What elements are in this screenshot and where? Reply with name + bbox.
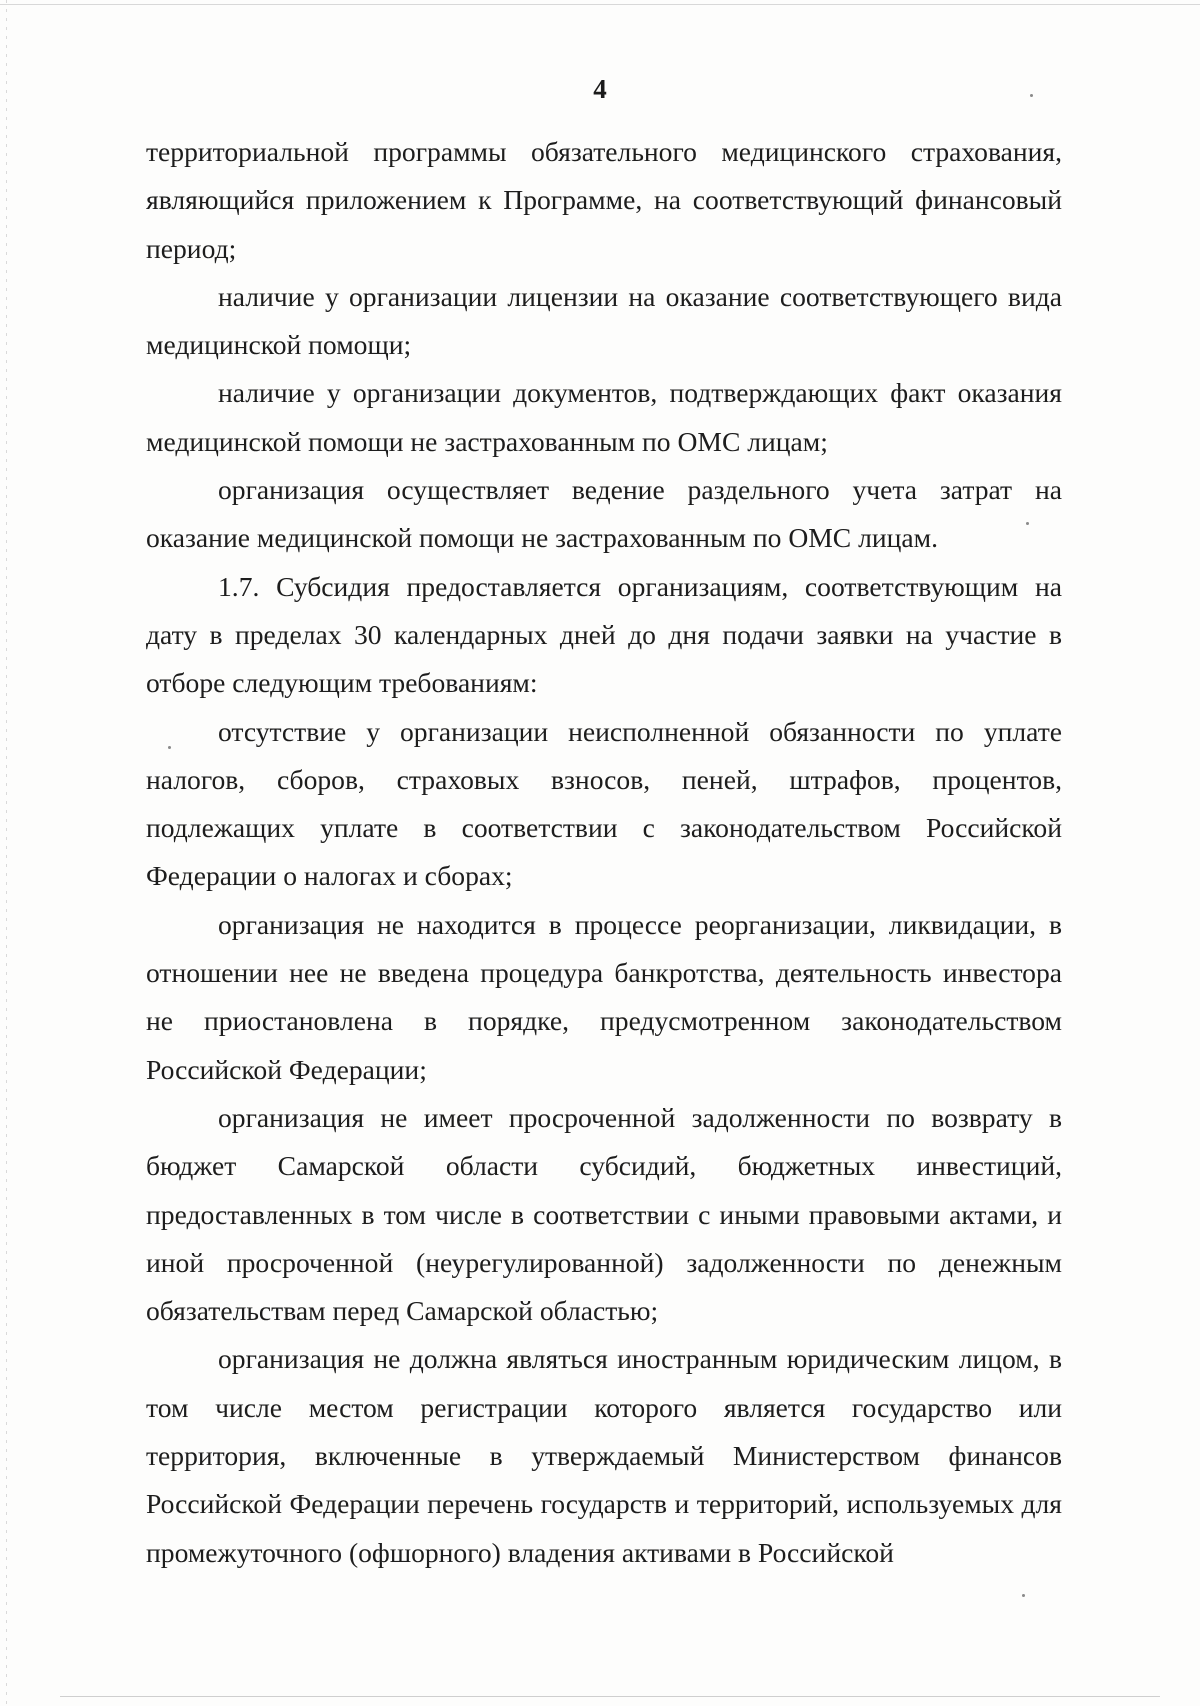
document-body xyxy=(146,128,1062,1577)
scan-edge-bottom xyxy=(60,1696,1160,1697)
scan-speck xyxy=(168,746,171,749)
scan-speck xyxy=(1030,94,1033,97)
page-number: 4 xyxy=(593,74,607,104)
paragraph-6: отсутствие у организации неисполненной обязанности по уплате налогов, сборов, страховых взносов, пеней, штрафов, процентов, подлежащих уплате в соответствии с законодательством Российской Федерации о налогах и сборах; xyxy=(146,715,1062,892)
paragraph-5: 1.7. Субсидия предоставляется организациям, соответствующим на дату в пределах 30 календарных дней до дня подачи заявки на участие в отборе следующим требованиям: xyxy=(146,570,1062,699)
paragraph-9: организация не должна являться иностранным юридическим лицом, в том числе местом регистрации которого является государство или территория, включенные в утверждаемый Министерством финансов Российской Федерации перечень государств и территорий, используемых для промежуточного (офшорного) владения активами в Российской xyxy=(146,1343,1062,1568)
paragraph-1: территориальной программы обязательного медицинского страхования, являющийся приложением к Программе, на соответствующий финансовый период; xyxy=(146,136,1062,264)
paragraph-8: организация не имеет просроченной задолженности по возврату в бюджет Самарской области субсидий, бюджетных инвестиций, предоставленных в том числе в соответствии с иными правовыми актами, и иной просроченной (неурегулированной) задолженности по денежным обязательствам перед Самарской областью; xyxy=(146,1101,1062,1327)
scan-edge-left xyxy=(6,0,7,1706)
paragraph-2: наличие у организации лицензии на оказание соответствующего вида медицинской помощи; xyxy=(146,280,1062,361)
scan-edge-top xyxy=(0,4,1200,5)
scan-speck xyxy=(1026,522,1029,525)
paragraph-7: организация не находится в процессе реорганизации, ликвидации, в отношении нее не введена процедура банкротства, деятельность инвестора не приостановлена в порядке, предусмотренном законодательством Российской Федерации; xyxy=(146,908,1062,1085)
scan-speck xyxy=(1022,1594,1025,1597)
paragraph-3: наличие у организации документов, подтверждающих факт оказания медицинской помощи не застрахованным по ОМС лицам; xyxy=(146,377,1062,457)
paragraph-4: организация осуществляет ведение раздельного учета затрат на оказание медицинской помощи не застрахованным по ОМС лицам. xyxy=(146,474,1062,554)
